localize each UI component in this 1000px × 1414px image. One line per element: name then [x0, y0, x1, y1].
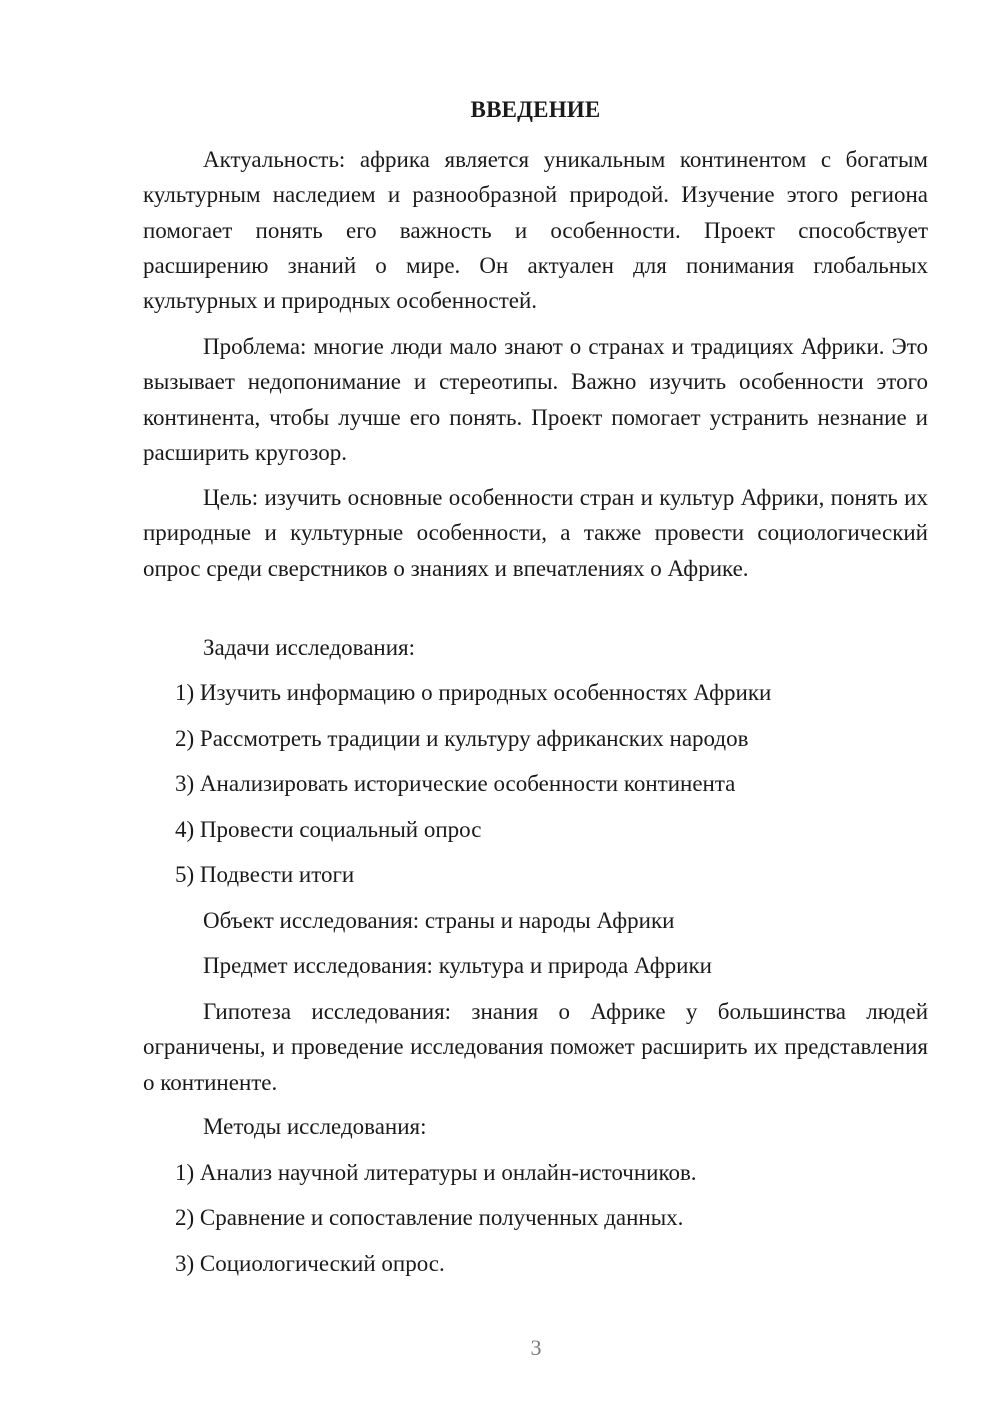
task-item: 2) Рассмотреть традиции и культуру африканских народов — [175, 726, 749, 751]
hypothesis-paragraph: Гипотеза исследования: знания о Африке у большинства людей ограничены, и проведение исследования поможет расширить их представления о континенте. — [143, 999, 928, 1095]
method-item: 2) Сравнение и сопоставление полученных данных. — [175, 1205, 684, 1230]
methods-heading: Методы исследования: — [203, 1114, 427, 1139]
task-item: 1) Изучить информацию о природных особенностях Африки — [175, 680, 772, 705]
research-object: Объект исследования: страны и народы Африки — [203, 908, 675, 933]
relevance-paragraph: Актуальность: африка является уникальным континентом с богатым культурным наследием и разнообразной природой. Изучение этого региона помогает понять его важность и особенности. Проект способствует расширению знаний о мире. Он актуален для понимания глобальных культурных и природных особенностей. — [143, 147, 928, 314]
method-item: 3) Социологический опрос. — [175, 1251, 445, 1276]
research-subject: Предмет исследования: культура и природа Африки — [203, 953, 712, 978]
tasks-heading: Задачи исследования: — [203, 635, 416, 660]
method-item: 1) Анализ научной литературы и онлайн-источников. — [175, 1160, 697, 1185]
task-item: 4) Провести социальный опрос — [175, 817, 482, 842]
section-title: ВВЕДЕНИЕ — [470, 97, 601, 122]
page-number: 3 — [530, 1335, 542, 1360]
goal-paragraph: Цель: изучить основные особенности стран и культур Африки, понять их природные и культурные особенности, а также провести социологический опрос среди сверстников о знаниях и впечатлениях о Африке. — [143, 485, 928, 581]
task-item: 3) Анализировать исторические особенности континента — [175, 771, 736, 796]
task-item: 5) Подвести итоги — [175, 862, 355, 887]
problem-paragraph: Проблема: многие люди мало знают о странах и традициях Африки. Это вызывает недопонимание и стереотипы. Важно изучить особенности этого континента, чтобы лучше его понять. Проект помогает устранить незнание и расширить кругозор. — [143, 334, 928, 465]
